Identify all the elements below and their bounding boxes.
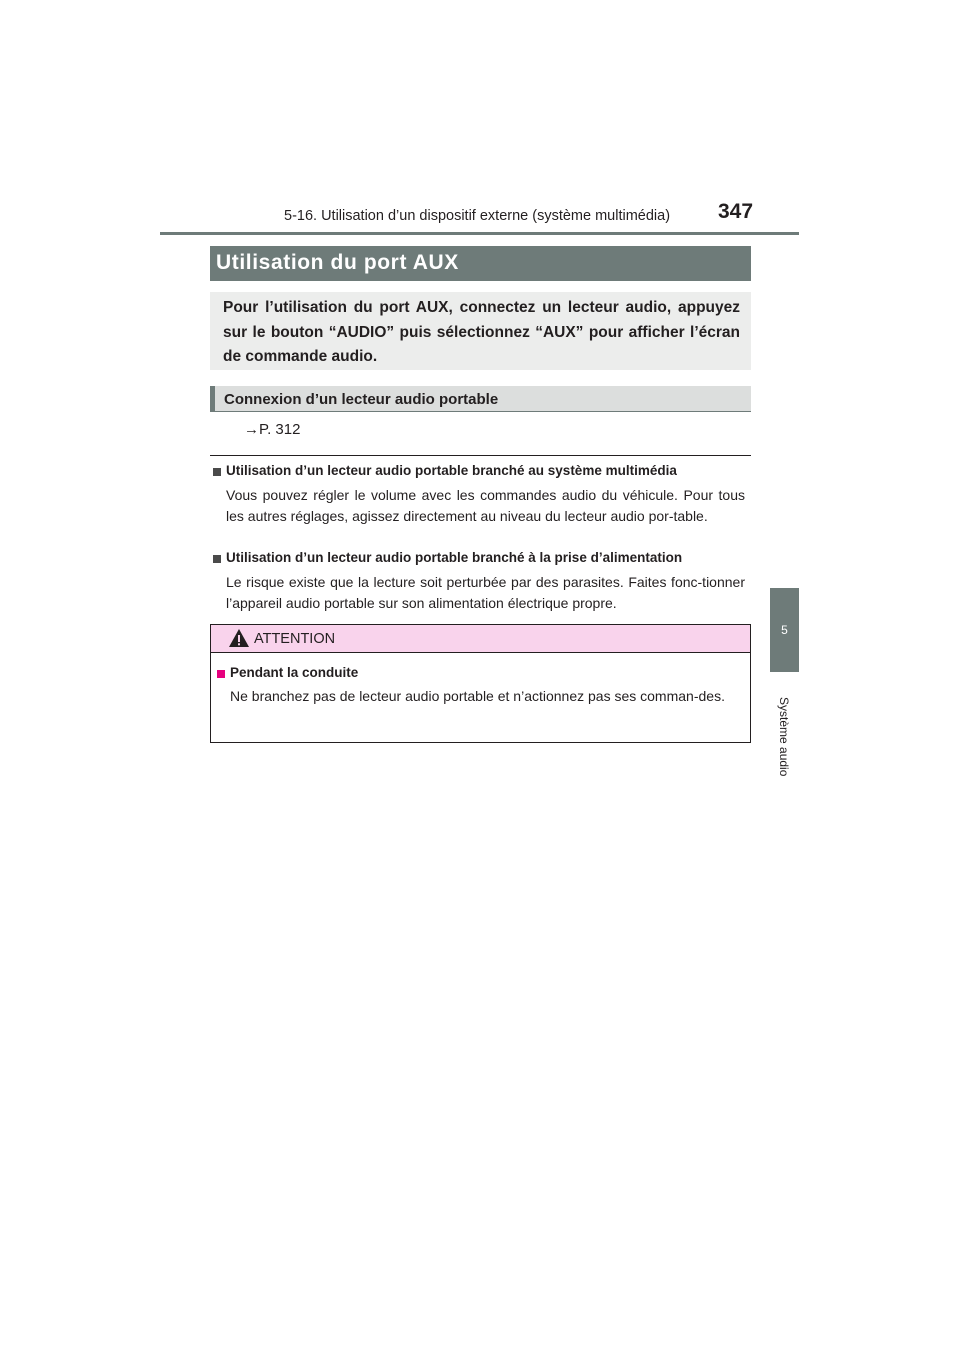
note-title: Utilisation d’un lecteur audio portable branché au système multimédia: [226, 463, 677, 478]
bullet-square-icon: [217, 670, 225, 678]
bullet-square-icon: [213, 555, 221, 563]
chapter-path: 5-16. Utilisation d’un dispositif externe (système multimédia): [284, 208, 671, 224]
header-rule: [160, 232, 799, 235]
subsection-accent: [210, 386, 215, 412]
chapter-tab: [770, 588, 799, 672]
warning-triangle-icon: [228, 628, 250, 648]
page-reference[interactable]: →P. 312: [244, 421, 301, 438]
page-number: 347: [718, 200, 754, 223]
section-title: Utilisation du port AUX: [216, 251, 459, 274]
note-body: Vous pouvez régler le volume avec les commandes audio du véhicule. Pour tous les autres réglages, agissez directement au niveau du lecteur audio por-table.: [226, 487, 745, 524]
warning-title: ATTENTION: [254, 631, 336, 647]
chapter-label: Système audio: [777, 697, 791, 777]
note-title: Utilisation d’un lecteur audio portable branché à la prise d’alimentation: [226, 550, 683, 565]
note-body: Le risque existe que la lecture soit perturbée par des parasites. Faites fonc-tionner l’appareil audio portable sur son alimentation électrique propre.: [226, 574, 745, 611]
divider: [210, 455, 751, 456]
bullet-square-icon: [213, 468, 221, 476]
warning-item-title: Pendant la conduite: [230, 665, 359, 680]
intro-text: Pour l’utilisation du port AUX, connectez un lecteur audio, appuyez sur le bouton “AUDIO” puis sélectionnez “AUX” pour afficher l’écran de commande audio.: [223, 299, 740, 365]
warning-item-body: Ne branchez pas de lecteur audio portable et n’actionnez pas ses comman-des.: [230, 688, 725, 704]
chapter-number: 5: [781, 623, 788, 637]
subsection-title: Connexion d’un lecteur audio portable: [224, 391, 499, 408]
